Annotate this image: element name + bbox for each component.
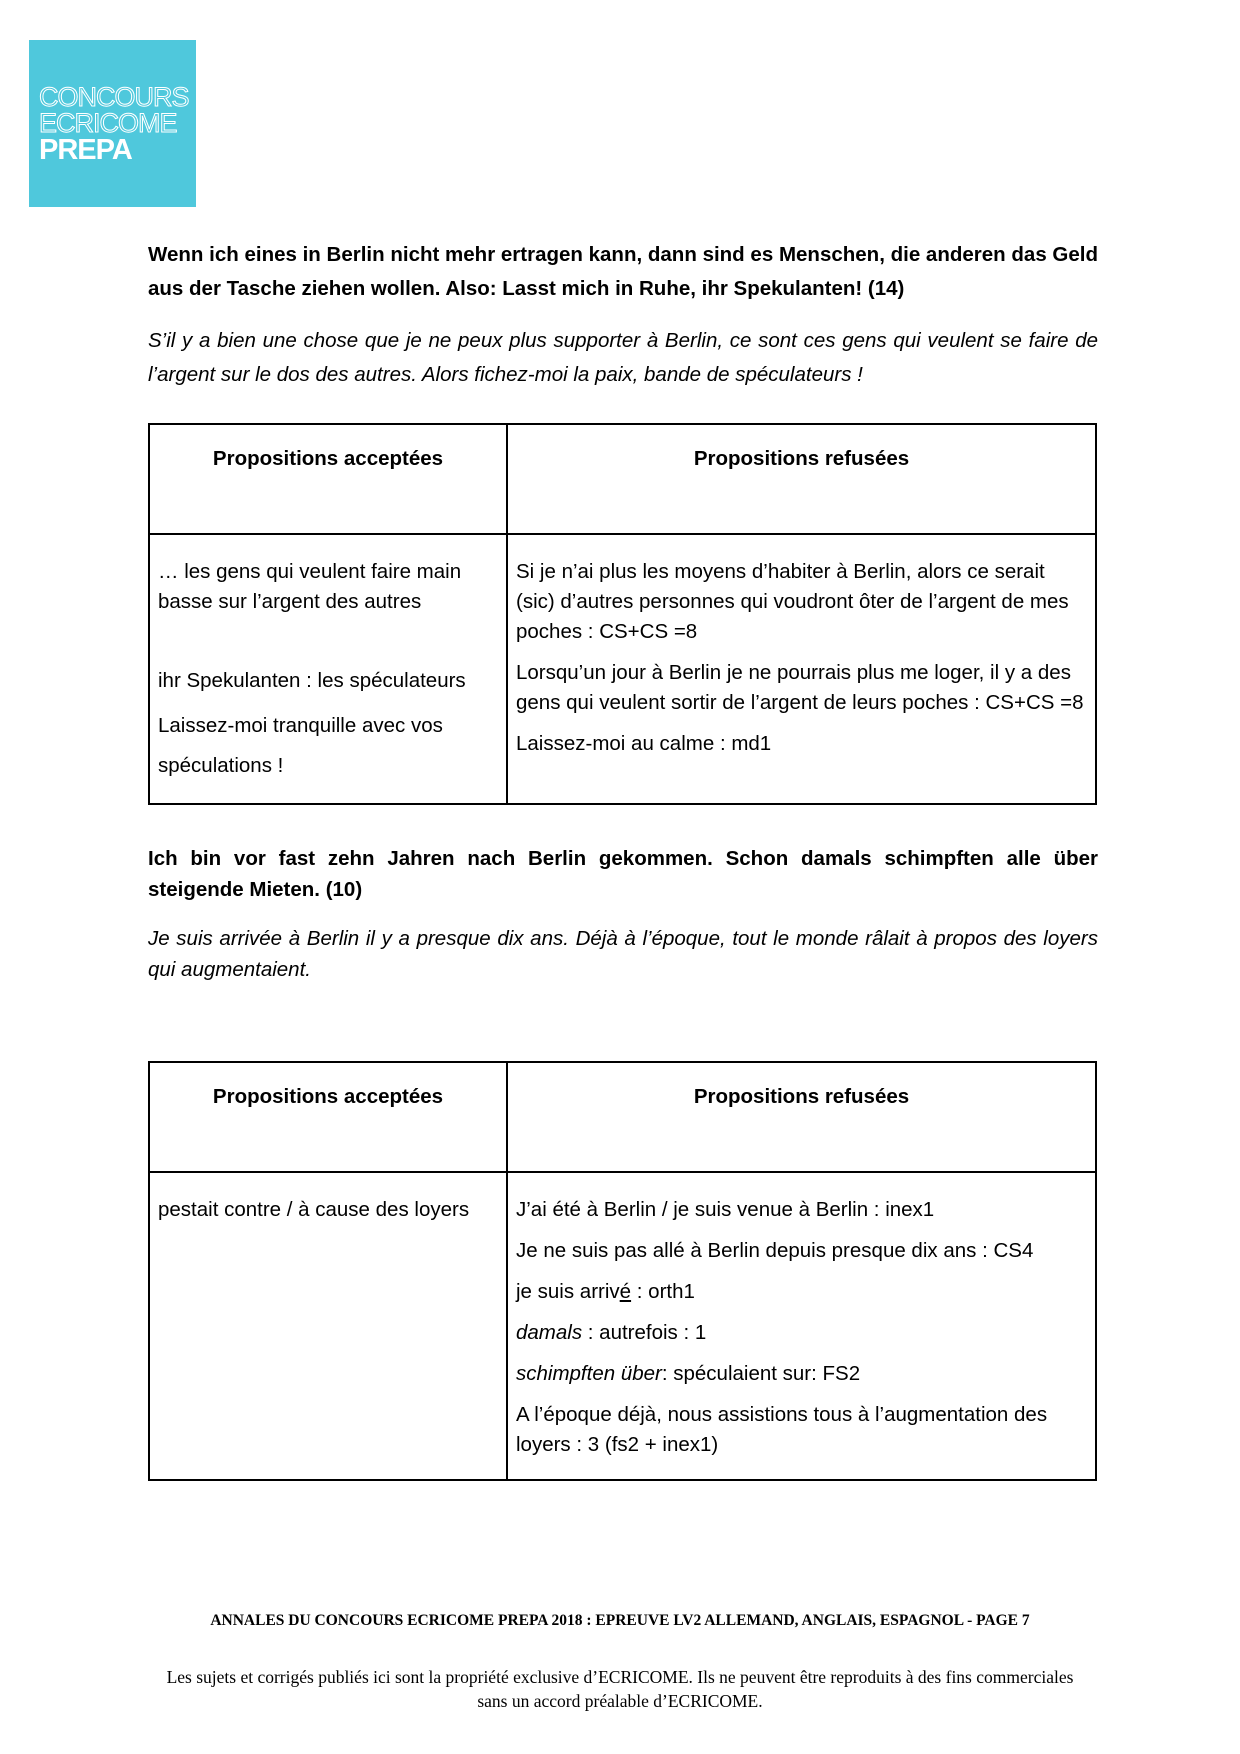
refused-item: Lorsqu’un jour à Berlin je ne pourrais plus me loger, il y a des gens qui veulent sortir de l’argent de leurs poches : CS+CS =8 — [516, 661, 1084, 714]
accepted-cell — [149, 1172, 507, 1480]
german-term: damals — [516, 1321, 583, 1344]
refused-item: Si je n’ai plus les moyens d’habiter à Berlin, alors ce serait (sic) d’autres personnes qui voudront ôter de l’argent de mes poches : CS+CS =8 — [516, 560, 1069, 643]
refused-item: A l’époque déjà, nous assistions tous à l’augmentation des loyers : 3 (fs2 + inex1) — [516, 1403, 1048, 1456]
refused-text: : spéculaient sur: FS2 — [661, 1362, 861, 1385]
block2-sentence — [148, 843, 1098, 985]
refused-item: Je ne suis pas allé à Berlin depuis presque dix ans : CS4 — [516, 1239, 1034, 1262]
german-term: schimpften über — [516, 1362, 662, 1385]
refused-item: J’ai été à Berlin / je suis venue à Berlin : inex1 — [516, 1198, 935, 1221]
block1-sentence — [148, 238, 1098, 392]
refused-item — [516, 1277, 1087, 1307]
ecricome-logo — [29, 40, 196, 207]
refused-text: je suis arriv — [516, 1280, 620, 1303]
accepted-item: ihr Spekulanten : les spéculateurs — [158, 669, 466, 692]
refused-item — [516, 1318, 1087, 1348]
footer-title: ANNALES DU CONCOURS ECRICOME PREPA 2018 : EPREUVE LV2 ALLEMAND, ANGLAIS, ESPAGNOL - PAGE 7 — [210, 1612, 1030, 1629]
table-header-row — [149, 1062, 1096, 1172]
refused-cell — [507, 534, 1096, 804]
logo-line-concours: CONCOURS — [39, 82, 189, 112]
underlined-letter: é — [619, 1280, 632, 1303]
header-accepted: Propositions acceptées — [149, 424, 507, 534]
logo-line-ecricome: ECRICOME — [39, 108, 177, 138]
accepted-cell — [149, 534, 507, 804]
header-refused: Propositions refusées — [507, 424, 1096, 534]
refused-item: Laissez-moi au calme : md1 — [516, 732, 772, 755]
table-header-row — [149, 424, 1096, 534]
table-row — [149, 534, 1096, 804]
accepted-item: Laissez-moi tranquille avec vos spéculations ! — [158, 714, 443, 777]
logo-line-prepa: PREPA — [39, 134, 132, 166]
block2-french-translation: Je suis arrivée à Berlin il y a presque dix ans. Déjà à l’époque, tout le monde râlait à propos des loyers qui augmentaient. — [148, 927, 1098, 981]
header-refused: Propositions refusées — [507, 1062, 1096, 1172]
table-row — [149, 1172, 1096, 1480]
accepted-item: pestait contre / à cause des loyers — [158, 1198, 470, 1221]
block1-german-sentence: Wenn ich eines in Berlin nicht mehr ertragen kann, dann sind es Menschen, die anderen das Geld aus der Tasche ziehen wollen. Also: Lasst mich in Ruhe, ihr Spekulanten! (14) — [148, 243, 1098, 300]
refused-cell — [507, 1172, 1096, 1480]
block2-propositions-table — [148, 1061, 1097, 1481]
block2-german-sentence: Ich bin vor fast zehn Jahren nach Berlin gekommen. Schon damals schimpften alle über steigende Mieten. (10) — [148, 847, 1098, 901]
refused-item — [516, 1359, 1087, 1389]
accepted-item: … les gens qui veulent faire main basse sur l’argent des autres — [158, 560, 462, 613]
refused-text: : autrefois : 1 — [582, 1321, 707, 1344]
block1-french-translation: S’il y a bien une chose que je ne peux plus supporter à Berlin, ce sont ces gens qui veulent se faire de l’argent sur le dos des autres. Alors fichez-moi la paix, bande de spéculateurs ! — [148, 329, 1098, 386]
footer-legal-notice: Les sujets et corrigés publiés ici sont la propriété exclusive d’ECRICOME. Ils ne peuvent être reproduits à des fins commerciales sans un accord préalable d’ECRICOME. — [166, 1667, 1074, 1711]
header-accepted: Propositions acceptées — [149, 1062, 507, 1172]
refused-text: : orth1 — [631, 1280, 695, 1303]
block1-propositions-table — [148, 423, 1097, 805]
